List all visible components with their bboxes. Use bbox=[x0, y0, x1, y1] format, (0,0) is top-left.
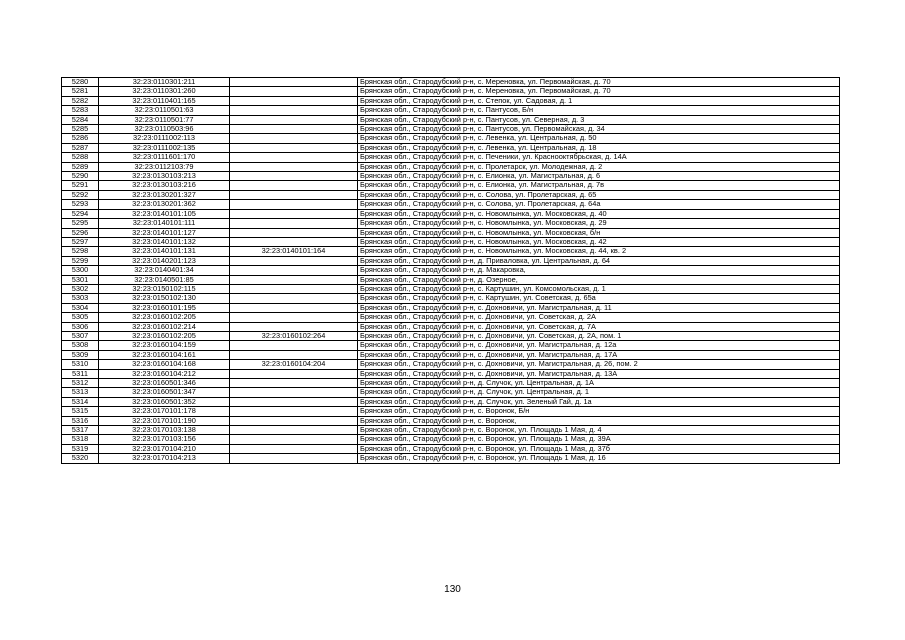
row-number-cell: 5313 bbox=[62, 388, 99, 397]
table-row bbox=[62, 294, 840, 303]
table-row bbox=[62, 143, 840, 152]
address-cell: Брянская обл., Стародубский р-н, д. Случок, ул. Зеленый Гай, д. 1а bbox=[358, 397, 840, 406]
cadastral-number-cell: 32:23:0170101:190 bbox=[99, 416, 230, 425]
row-number-cell: 5300 bbox=[62, 266, 99, 275]
page-number: 130 bbox=[444, 584, 461, 595]
address-cell: Брянская обл., Стародубский р-н, с. Новомлынка, ул. Московская, б/н bbox=[358, 228, 840, 237]
secondary-cadastral-number-cell bbox=[230, 125, 358, 134]
address-cell: Брянская обл., Стародубский р-н, с. Картушин, ул. Советская, д. 65а bbox=[358, 294, 840, 303]
row-number-cell: 5281 bbox=[62, 87, 99, 96]
secondary-cadastral-number-cell bbox=[230, 322, 358, 331]
secondary-cadastral-number-cell bbox=[230, 341, 358, 350]
secondary-cadastral-number-cell bbox=[230, 209, 358, 218]
address-cell: Брянская обл., Стародубский р-н, с. Воронок, ул. Площадь 1 Мая, д. 16 bbox=[358, 454, 840, 463]
cadastral-number-cell: 32:23:0170103:138 bbox=[99, 426, 230, 435]
secondary-cadastral-number-cell bbox=[230, 115, 358, 124]
cadastral-number-cell: 32:23:0140501:85 bbox=[99, 275, 230, 284]
address-cell: Брянская обл., Стародубский р-н, д. Случок, ул. Центральная, д. 1 bbox=[358, 388, 840, 397]
registry-table-body bbox=[62, 78, 840, 464]
secondary-cadastral-number-cell bbox=[230, 181, 358, 190]
secondary-cadastral-number-cell bbox=[230, 96, 358, 105]
table-row bbox=[62, 454, 840, 463]
row-number-cell: 5317 bbox=[62, 426, 99, 435]
address-cell: Брянская обл., Стародубский р-н, с. Дохновичи, ул. Магистральная, д. 12а bbox=[358, 341, 840, 350]
secondary-cadastral-number-cell bbox=[230, 200, 358, 209]
secondary-cadastral-number-cell bbox=[230, 275, 358, 284]
row-number-cell: 5320 bbox=[62, 454, 99, 463]
registry-table bbox=[61, 77, 840, 464]
address-cell: Брянская обл., Стародубский р-н, с. Дохновичи, ул. Советская, д. 7А bbox=[358, 322, 840, 331]
row-number-cell: 5302 bbox=[62, 284, 99, 293]
row-number-cell: 5314 bbox=[62, 397, 99, 406]
table-row bbox=[62, 209, 840, 218]
address-cell: Брянская обл., Стародубский р-н, с. Дохновичи, ул. Советская, д. 2А, пом. 1 bbox=[358, 331, 840, 340]
table-row bbox=[62, 247, 840, 256]
row-number-cell: 5291 bbox=[62, 181, 99, 190]
table-row bbox=[62, 153, 840, 162]
table-row bbox=[62, 360, 840, 369]
table-row bbox=[62, 331, 840, 340]
row-number-cell: 5301 bbox=[62, 275, 99, 284]
secondary-cadastral-number-cell bbox=[230, 388, 358, 397]
row-number-cell: 5303 bbox=[62, 294, 99, 303]
table-row bbox=[62, 266, 840, 275]
secondary-cadastral-number-cell bbox=[230, 153, 358, 162]
address-cell: Брянская обл., Стародубский р-н, с. Пролетарск, ул. Молодежная, д. 2 bbox=[358, 162, 840, 171]
cadastral-number-cell: 32:23:0160104:161 bbox=[99, 350, 230, 359]
secondary-cadastral-number-cell bbox=[230, 78, 358, 87]
secondary-cadastral-number-cell bbox=[230, 219, 358, 228]
address-cell: Брянская обл., Стародубский р-н, с. Новомлынка, ул. Московская, д. 40 bbox=[358, 209, 840, 218]
secondary-cadastral-number-cell bbox=[230, 266, 358, 275]
cadastral-number-cell: 32:23:0160104:168 bbox=[99, 360, 230, 369]
row-number-cell: 5298 bbox=[62, 247, 99, 256]
address-cell: Брянская обл., Стародубский р-н, с. Дохновичи, ул. Магистральная, д. 11 bbox=[358, 303, 840, 312]
address-cell: Брянская обл., Стародубский р-н, с. Воронок, ул. Площадь 1 Мая, д. 4 bbox=[358, 426, 840, 435]
row-number-cell: 5295 bbox=[62, 219, 99, 228]
address-cell: Брянская обл., Стародубский р-н, д. Случок, ул. Центральная, д. 1А bbox=[358, 379, 840, 388]
secondary-cadastral-number-cell bbox=[230, 237, 358, 246]
secondary-cadastral-number-cell bbox=[230, 284, 358, 293]
secondary-cadastral-number-cell: 32:23:0160104:204 bbox=[230, 360, 358, 369]
table-row bbox=[62, 115, 840, 124]
secondary-cadastral-number-cell bbox=[230, 444, 358, 453]
secondary-cadastral-number-cell bbox=[230, 454, 358, 463]
secondary-cadastral-number-cell: 32:23:0140101:164 bbox=[230, 247, 358, 256]
table-row bbox=[62, 190, 840, 199]
address-cell: Брянская обл., Стародубский р-н, с. Дохновичи, ул. Магистральная, д. 13А bbox=[358, 369, 840, 378]
cadastral-number-cell: 32:23:0110401:165 bbox=[99, 96, 230, 105]
table-row bbox=[62, 256, 840, 265]
address-cell: Брянская обл., Стародубский р-н, с. Дохновичи, ул. Советская, д. 2А bbox=[358, 313, 840, 322]
cadastral-number-cell: 32:23:0111601:170 bbox=[99, 153, 230, 162]
address-cell: Брянская обл., Стародубский р-н, с. Степок, ул. Садовая, д. 1 bbox=[358, 96, 840, 105]
cadastral-number-cell: 32:23:0140101:131 bbox=[99, 247, 230, 256]
secondary-cadastral-number-cell bbox=[230, 369, 358, 378]
row-number-cell: 5280 bbox=[62, 78, 99, 87]
cadastral-number-cell: 32:23:0130201:362 bbox=[99, 200, 230, 209]
secondary-cadastral-number-cell bbox=[230, 87, 358, 96]
address-cell: Брянская обл., Стародубский р-н, с. Елионка, ул. Магистральная, д. 7в bbox=[358, 181, 840, 190]
cadastral-number-cell: 32:23:0111002:135 bbox=[99, 143, 230, 152]
secondary-cadastral-number-cell bbox=[230, 143, 358, 152]
address-cell: Брянская обл., Стародубский р-н, д. Озерное, bbox=[358, 275, 840, 284]
row-number-cell: 5311 bbox=[62, 369, 99, 378]
address-cell: Брянская обл., Стародубский р-н, с. Дохновичи, ул. Магистральная, д. 26, пом. 2 bbox=[358, 360, 840, 369]
cadastral-number-cell: 32:23:0160501:346 bbox=[99, 379, 230, 388]
cadastral-number-cell: 32:23:0140201:123 bbox=[99, 256, 230, 265]
secondary-cadastral-number-cell bbox=[230, 172, 358, 181]
row-number-cell: 5318 bbox=[62, 435, 99, 444]
address-cell: Брянская обл., Стародубский р-н, с. Новомлынка, ул. Московская, д. 44, кв. 2 bbox=[358, 247, 840, 256]
table-row bbox=[62, 172, 840, 181]
table-row bbox=[62, 426, 840, 435]
table-row bbox=[62, 275, 840, 284]
address-cell: Брянская обл., Стародубский р-н, с. Воронок, bbox=[358, 416, 840, 425]
table-row bbox=[62, 444, 840, 453]
row-number-cell: 5306 bbox=[62, 322, 99, 331]
table-row bbox=[62, 341, 840, 350]
address-cell: Брянская обл., Стародубский р-н, с. Воронок, Б/н bbox=[358, 407, 840, 416]
secondary-cadastral-number-cell bbox=[230, 190, 358, 199]
secondary-cadastral-number-cell bbox=[230, 416, 358, 425]
cadastral-number-cell: 32:23:0110501:63 bbox=[99, 106, 230, 115]
cadastral-number-cell: 32:23:0170104:210 bbox=[99, 444, 230, 453]
row-number-cell: 5299 bbox=[62, 256, 99, 265]
cadastral-number-cell: 32:23:0110501:77 bbox=[99, 115, 230, 124]
table-row bbox=[62, 350, 840, 359]
secondary-cadastral-number-cell bbox=[230, 435, 358, 444]
table-row bbox=[62, 181, 840, 190]
row-number-cell: 5312 bbox=[62, 379, 99, 388]
cadastral-number-cell: 32:23:0140101:105 bbox=[99, 209, 230, 218]
cadastral-number-cell: 32:23:0160501:347 bbox=[99, 388, 230, 397]
secondary-cadastral-number-cell bbox=[230, 350, 358, 359]
row-number-cell: 5307 bbox=[62, 331, 99, 340]
row-number-cell: 5285 bbox=[62, 125, 99, 134]
cadastral-number-cell: 32:23:0110301:260 bbox=[99, 87, 230, 96]
address-cell: Брянская обл., Стародубский р-н, с. Пантусов, Б/н bbox=[358, 106, 840, 115]
table-row bbox=[62, 96, 840, 105]
row-number-cell: 5319 bbox=[62, 444, 99, 453]
cadastral-number-cell: 32:23:0140101:127 bbox=[99, 228, 230, 237]
secondary-cadastral-number-cell bbox=[230, 397, 358, 406]
table-row bbox=[62, 219, 840, 228]
row-number-cell: 5283 bbox=[62, 106, 99, 115]
secondary-cadastral-number-cell bbox=[230, 294, 358, 303]
table-row bbox=[62, 397, 840, 406]
cadastral-number-cell: 32:23:0140101:132 bbox=[99, 237, 230, 246]
address-cell: Брянская обл., Стародубский р-н, с. Пантусов, ул. Первомайская, д. 34 bbox=[358, 125, 840, 134]
secondary-cadastral-number-cell bbox=[230, 407, 358, 416]
row-number-cell: 5288 bbox=[62, 153, 99, 162]
cadastral-number-cell: 32:23:0111002:113 bbox=[99, 134, 230, 143]
cadastral-number-cell: 32:23:0160102:214 bbox=[99, 322, 230, 331]
address-cell: Брянская обл., Стародубский р-н, с. Печеники, ул. Краснооктябрьская, д. 14А bbox=[358, 153, 840, 162]
cadastral-number-cell: 32:23:0130103:216 bbox=[99, 181, 230, 190]
row-number-cell: 5304 bbox=[62, 303, 99, 312]
address-cell: Брянская обл., Стародубский р-н, с. Новомлынка, ул. Московская, д. 42 bbox=[358, 237, 840, 246]
address-cell: Брянская обл., Стародубский р-н, с. Дохновичи, ул. Магистральная, д. 17А bbox=[358, 350, 840, 359]
address-cell: Брянская обл., Стародубский р-н, с. Елионка, ул. Магистральная, д. 6 bbox=[358, 172, 840, 181]
secondary-cadastral-number-cell bbox=[230, 256, 358, 265]
table-row bbox=[62, 407, 840, 416]
table-row bbox=[62, 228, 840, 237]
row-number-cell: 5305 bbox=[62, 313, 99, 322]
cadastral-number-cell: 32:23:0150102:115 bbox=[99, 284, 230, 293]
row-number-cell: 5315 bbox=[62, 407, 99, 416]
table-row bbox=[62, 388, 840, 397]
secondary-cadastral-number-cell bbox=[230, 313, 358, 322]
address-cell: Брянская обл., Стародубский р-н, д. Макаровка, bbox=[358, 266, 840, 275]
cadastral-number-cell: 32:23:0110503:96 bbox=[99, 125, 230, 134]
cadastral-number-cell: 32:23:0140401:34 bbox=[99, 266, 230, 275]
cadastral-number-cell: 32:23:0160101:195 bbox=[99, 303, 230, 312]
row-number-cell: 5289 bbox=[62, 162, 99, 171]
row-number-cell: 5292 bbox=[62, 190, 99, 199]
row-number-cell: 5296 bbox=[62, 228, 99, 237]
row-number-cell: 5293 bbox=[62, 200, 99, 209]
secondary-cadastral-number-cell bbox=[230, 303, 358, 312]
address-cell: Брянская обл., Стародубский р-н, с. Левенка, ул. Центральная, д. 18 bbox=[358, 143, 840, 152]
address-cell: Брянская обл., Стародубский р-н, д. Приваловка, ул. Центральная, д. 64 bbox=[358, 256, 840, 265]
address-cell: Брянская обл., Стародубский р-н, с. Пантусов, ул. Северная, д. 3 bbox=[358, 115, 840, 124]
table-row bbox=[62, 87, 840, 96]
cadastral-number-cell: 32:23:0130103:213 bbox=[99, 172, 230, 181]
cadastral-number-cell: 32:23:0170101:178 bbox=[99, 407, 230, 416]
cadastral-number-cell: 32:23:0110301:211 bbox=[99, 78, 230, 87]
row-number-cell: 5309 bbox=[62, 350, 99, 359]
row-number-cell: 5286 bbox=[62, 134, 99, 143]
cadastral-number-cell: 32:23:0160102:205 bbox=[99, 313, 230, 322]
cadastral-number-cell: 32:23:0170104:213 bbox=[99, 454, 230, 463]
secondary-cadastral-number-cell bbox=[230, 134, 358, 143]
cadastral-number-cell: 32:23:0130201:327 bbox=[99, 190, 230, 199]
row-number-cell: 5282 bbox=[62, 96, 99, 105]
address-cell: Брянская обл., Стародубский р-н, с. Левенка, ул. Центральная, д. 50 bbox=[358, 134, 840, 143]
row-number-cell: 5294 bbox=[62, 209, 99, 218]
row-number-cell: 5297 bbox=[62, 237, 99, 246]
cadastral-number-cell: 32:23:0150102:130 bbox=[99, 294, 230, 303]
table-row bbox=[62, 284, 840, 293]
row-number-cell: 5310 bbox=[62, 360, 99, 369]
table-row bbox=[62, 369, 840, 378]
cadastral-number-cell: 32:23:0160104:159 bbox=[99, 341, 230, 350]
cadastral-number-cell: 32:23:0160102:205 bbox=[99, 331, 230, 340]
table-row bbox=[62, 106, 840, 115]
table-row bbox=[62, 200, 840, 209]
address-cell: Брянская обл., Стародубский р-н, с. Мереновка, ул. Первомайская, д. 70 bbox=[358, 87, 840, 96]
secondary-cadastral-number-cell bbox=[230, 106, 358, 115]
table-row bbox=[62, 313, 840, 322]
row-number-cell: 5316 bbox=[62, 416, 99, 425]
address-cell: Брянская обл., Стародубский р-н, с. Воронок, ул. Площадь 1 Мая, д. 39А bbox=[358, 435, 840, 444]
cadastral-number-cell: 32:23:0170103:156 bbox=[99, 435, 230, 444]
secondary-cadastral-number-cell: 32:23:0160102:264 bbox=[230, 331, 358, 340]
table-row bbox=[62, 162, 840, 171]
table-row bbox=[62, 322, 840, 331]
row-number-cell: 5287 bbox=[62, 143, 99, 152]
table-row bbox=[62, 435, 840, 444]
table-row bbox=[62, 237, 840, 246]
address-cell: Брянская обл., Стародубский р-н, с. Мереновка, ул. Первомайская, д. 70 bbox=[358, 78, 840, 87]
secondary-cadastral-number-cell bbox=[230, 379, 358, 388]
table-row bbox=[62, 125, 840, 134]
table-row bbox=[62, 303, 840, 312]
address-cell: Брянская обл., Стародубский р-н, с. Воронок, ул. Площадь 1 Мая, д. 37б bbox=[358, 444, 840, 453]
address-cell: Брянская обл., Стародубский р-н, с. Картушин, ул. Комсомольская, д. 1 bbox=[358, 284, 840, 293]
address-cell: Брянская обл., Стародубский р-н, с. Солова, ул. Пролетарская, д. 65 bbox=[358, 190, 840, 199]
table-row bbox=[62, 78, 840, 87]
cadastral-number-cell: 32:23:0140101:111 bbox=[99, 219, 230, 228]
secondary-cadastral-number-cell bbox=[230, 228, 358, 237]
table-row bbox=[62, 134, 840, 143]
table-row bbox=[62, 416, 840, 425]
row-number-cell: 5290 bbox=[62, 172, 99, 181]
address-cell: Брянская обл., Стародубский р-н, с. Новомлынка, ул. Московская, д. 29 bbox=[358, 219, 840, 228]
cadastral-number-cell: 32:23:0112103:79 bbox=[99, 162, 230, 171]
table-row bbox=[62, 379, 840, 388]
cadastral-number-cell: 32:23:0160501:352 bbox=[99, 397, 230, 406]
secondary-cadastral-number-cell bbox=[230, 162, 358, 171]
cadastral-number-cell: 32:23:0160104:212 bbox=[99, 369, 230, 378]
row-number-cell: 5284 bbox=[62, 115, 99, 124]
secondary-cadastral-number-cell bbox=[230, 426, 358, 435]
row-number-cell: 5308 bbox=[62, 341, 99, 350]
address-cell: Брянская обл., Стародубский р-н, с. Солова, ул. Пролетарская, д. 64а bbox=[358, 200, 840, 209]
